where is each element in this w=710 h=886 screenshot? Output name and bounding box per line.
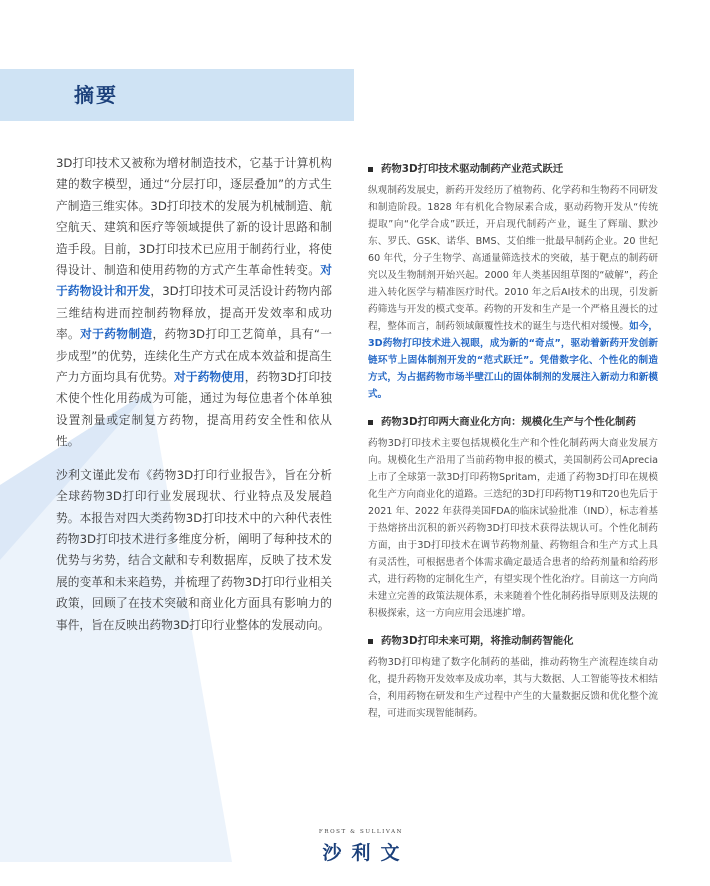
intro-text-1: 3D打印技术又被称为增材制造技术，它基于计算机构建的数字模型，通过“分层打印，逐层叠加”的方式生产制造三维实体。3D打印技术的发展为机械制造、航空航天、建筑和医疗等领域提供了新的设计思路和制造手段。目前，3D打印技术已应用于制药行业，将使得设计、制造和使用药物的方式产生革命性转变。 — [56, 156, 332, 278]
report-paragraph: 沙利文谨此发布《药物3D打印行业报告》，旨在分析全球药物3D打印行业发展现状、行业特点及发展趋势。本报告对四大类药物3D打印技术中的六种代表性药物3D打印技术进行多维度分析，阐明了每种技术的优势与劣势，结合文献和专利数据库，反映了技术发展的变革和未来趋势，并梳理了药物3D打印行业相关政策，回顾了在技术突破和商业化方面具有影响力的事件，旨在反映出药物3D打印行业整体的发展动向。 — [56, 467, 332, 632]
highlight-design: 对于药物设计和开发 — [56, 263, 332, 299]
section-3-body: 药物3D打印构建了数字化制药的基础，推动药物生产流程连续自动化，提升药物开发效率及成功率，其与大数据、人工智能等技术相结合，利用药物在研发和生产过程中产生的大量数据反馈和优化整个流程，可进而实现智能制药。 — [368, 657, 658, 719]
page-title: 摘要 — [74, 83, 118, 107]
title-band — [0, 69, 354, 121]
section-2-body: 药物3D打印技术主要包括规模化生产和个性化制药两大商业发展方向。规模化生产沿用了当前药物申报的模式，美国制药公司Aprecia上市了全球第一款3D打印药物Spritam，走通了药物3D打印在规模化生产方向商业化的道路。三迭纪的3D打印药物T19和T20也先后于 2021 年、2022 年获得美国FDA的临床试验批准（IND），标志着基于热熔挤出沉积的新兴药物3D打印技术获得法规认可。个性化制药方面，由于3D打印技术在调节药物剂量、药物组合和生产方式上具有灵活性，可根据患者个体需求确定最适合患者的给药剂量和给药形式，进行药物的定制化生产，有望实现个性化治疗。目前这一方向尚未建立完善的政策法规体系，未来随着个性化制药指导原则及法规的积极探索，这一方向应用会迅速扩增。 — [368, 438, 658, 619]
frost-sullivan-logo — [301, 829, 421, 865]
highlight-manufacturing: 对于药物制造 — [80, 327, 153, 342]
intro-paragraph — [56, 153, 332, 453]
section-1-highlight: 如今，3D药物打印技术进入视眼，成为新的“奇点”，驱动着新药开发创新链环节上固体制剂开发的“范式跃迁”。凭借数字化、个性化的制造方式，为占据药物市场半壁江山的固体制剂的发展注入新动力和新模式。 — [368, 321, 659, 400]
logo-chinese: 沙利文 — [322, 842, 410, 864]
logo-english: FROST & SULLIVAN — [318, 829, 404, 835]
intro-text-2: ，3D打印技术可灵活设计药物内部三维结构进而控制药物释放，提高开发效率和成功率。 — [56, 284, 332, 342]
section-2-heading: 药物3D打印两大商业化方向：规模化生产与个性化制药 — [381, 416, 636, 428]
section-heading — [368, 162, 658, 176]
section-1-text: 纵观制药发展史，新药开发经历了植物药、化学药和生物药不同研发和制造阶段。1828 年有机化合物尿素合成，驱动药物开发从“传统提取”向“化学合成”跃迁，开启现代制药产业，诞生了辉瑞、默沙东、罗氏、GSK、诺华、BMS、艾伯维一批最早制药企业。20 世纪 60 年代，分子生物学、高通量筛选技术的突破，基于靶点的制药研究以及生物制剂开始兴起。2000 年人类基因组草图的“破解”，药企进入转化医学与精准医疗时代。2010 年之后AI技术的出现，引发新药筛选与开发的模式变革。药物的开发和生产是一个严格且漫长的过程，整体而言，制药领域颠覆性技术的诞生与迭代相对缓慢。 — [368, 185, 658, 332]
left-column — [56, 153, 332, 648]
section-1-heading: 药物3D打印技术驱动制药产业范式跃迁 — [381, 163, 564, 175]
intro-text-3: ，药物3D打印工艺简单，具有“一步成型”的优势，连续化生产方式在成本效益和提高生产力方面均具有优势。 — [56, 327, 332, 385]
square-bullet-icon — [368, 167, 373, 172]
square-bullet-icon — [368, 639, 373, 644]
intro-text-4: ，药物3D打印技术使个性化用药成为可能，通过为每位患者个体单独设置剂量或定制复方药物，提高用药安全性和依从性。 — [56, 370, 332, 449]
square-bullet-icon — [368, 420, 373, 425]
highlight-usage: 对于药物使用 — [173, 370, 245, 385]
section-3-heading: 药物3D打印未来可期，将推动制药智能化 — [381, 635, 574, 647]
section-1-body — [368, 182, 658, 403]
section-heading — [368, 634, 658, 648]
right-column — [368, 162, 658, 734]
section-heading — [368, 415, 658, 429]
